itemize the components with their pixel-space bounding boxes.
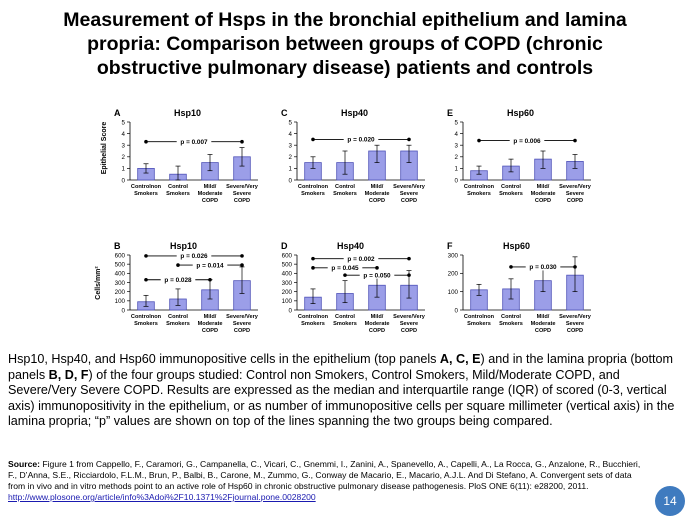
- x-category-label: COPD: [534, 198, 552, 204]
- comparison-end: [176, 263, 180, 267]
- y-tick-label: 1: [121, 165, 125, 173]
- y-tick-label: 300: [281, 279, 292, 287]
- y-tick-label: 200: [281, 288, 292, 296]
- x-category-label: Smokers: [467, 191, 491, 197]
- chart-title: Hsp10: [170, 241, 198, 251]
- y-tick-label: 200: [114, 288, 125, 296]
- y-tick-label: 600: [114, 252, 125, 260]
- x-category-label: Smokers: [134, 321, 158, 327]
- x-category-label: Control: [168, 184, 188, 190]
- y-tick-label: 100: [114, 298, 125, 306]
- comparison-end: [375, 266, 379, 270]
- y-tick-label: 2: [288, 154, 292, 162]
- y-tick-label: 0: [454, 307, 458, 315]
- x-category-label: COPD: [233, 198, 251, 204]
- comparison-end: [407, 273, 411, 277]
- comparison-end: [407, 138, 411, 142]
- y-tick-label: 4: [454, 130, 458, 138]
- x-category-label: Smokers: [301, 321, 325, 327]
- chart-title: Hsp60: [503, 241, 531, 251]
- x-category-label: Controlnon: [463, 184, 495, 190]
- y-tick-label: 200: [447, 270, 458, 278]
- chart-title: Hsp40: [337, 241, 365, 251]
- x-category-label: Severe: [399, 321, 419, 327]
- x-category-label: Severe/Very: [393, 184, 425, 190]
- comparison-end: [311, 257, 315, 261]
- p-value-label: p = 0.045: [331, 265, 359, 273]
- x-category-label: Smokers: [333, 191, 357, 197]
- chart-title: Hsp60: [507, 108, 535, 118]
- x-category-label: Controlnon: [297, 184, 329, 190]
- x-category-label: Severe: [399, 191, 419, 197]
- x-category-label: Controlnon: [297, 314, 329, 320]
- x-category-label: Smokers: [166, 321, 190, 327]
- source-text: Figure 1 from Cappello, F., Caramori, G., Campanella, C., Vicari, C., Gnemmi, I., Zanini, A., Spanevello, A., Capelli, A., La Rocca, G., Anzalone, R., Bucchieri, F., D’Anna, S.E., Ricciardolo, F.L.M., Brun, P., Balbi, B., Carone, M., Zummo, G., Conway de Macario, E., Macario, A.J.L. And Di Stefano, A. Convergent sets of data from in vivo and in vitro methods point to an active role of Hsp60 in chronic obstructive pulmonary disease pathogenesis. PloS ONE 6(11): e28200, 2011.: [8, 459, 641, 491]
- y-tick-label: 2: [121, 154, 125, 162]
- x-category-label: COPD: [400, 328, 418, 334]
- p-value-label: p = 0.030: [529, 264, 557, 272]
- x-category-label: Mild/: [536, 184, 550, 190]
- x-category-label: Control: [168, 314, 188, 320]
- x-category-label: Moderate: [530, 321, 556, 327]
- comparison-end: [240, 254, 244, 258]
- comparison-end: [509, 265, 513, 269]
- panel-letter: C: [281, 108, 288, 118]
- x-category-label: COPD: [566, 328, 584, 334]
- title-line: propria: Comparison between groups of COPD (chronic: [87, 33, 603, 55]
- y-tick-label: 3: [454, 142, 458, 150]
- x-category-label: COPD: [566, 198, 584, 204]
- comparison-end: [343, 273, 347, 277]
- p-value-label: p = 0.006: [513, 137, 541, 145]
- x-category-label: Controlnon: [130, 184, 162, 190]
- x-category-label: Severe: [232, 191, 252, 197]
- panel-letter: F: [447, 241, 453, 251]
- x-category-label: Moderate: [364, 321, 390, 327]
- y-tick-label: 0: [121, 177, 125, 185]
- x-category-label: Control: [335, 184, 355, 190]
- x-category-label: Mild/: [370, 184, 384, 190]
- p-value-label: p = 0.050: [363, 272, 391, 280]
- chart-title: Hsp10: [174, 108, 202, 118]
- caption-panels-bottom: B, D, F: [48, 367, 89, 382]
- x-category-label: Moderate: [530, 191, 556, 197]
- x-category-label: Severe: [565, 191, 585, 197]
- y-tick-label: 2: [454, 154, 458, 162]
- source-link[interactable]: http://www.plosone.org/article/info%3Adoi%2F10.1371%2Fjournal.pone.0028200: [8, 492, 316, 502]
- caption-text: ) and in the lamina propria (bottom panels: [8, 352, 674, 382]
- x-category-label: Moderate: [364, 191, 390, 197]
- title-line: obstructive pulmonary disease) patients and controls: [96, 57, 594, 79]
- caption-panels-top: A, C, E: [439, 352, 481, 366]
- y-tick-label: 1: [454, 165, 458, 173]
- x-category-label: Moderate: [197, 321, 223, 327]
- x-category-label: Severe/Very: [559, 314, 591, 320]
- slide-title: [10, 8, 680, 80]
- y-tick-label: 300: [447, 252, 458, 260]
- source-label: Source:: [8, 459, 40, 469]
- y-tick-label: 4: [288, 130, 292, 138]
- x-category-label: Smokers: [499, 191, 523, 197]
- comparison-end: [311, 266, 315, 270]
- y-tick-label: 500: [281, 261, 292, 269]
- p-value-label: p = 0.007: [180, 138, 208, 146]
- x-category-label: Control: [501, 314, 521, 320]
- y-tick-label: 100: [281, 298, 292, 306]
- y-tick-label: 400: [114, 270, 125, 278]
- x-category-label: Smokers: [301, 191, 325, 197]
- comparison-end: [240, 140, 244, 144]
- p-value-label: p = 0.026: [180, 253, 208, 261]
- x-category-label: Controlnon: [130, 314, 162, 320]
- x-category-label: Smokers: [134, 191, 158, 197]
- x-category-label: Control: [501, 184, 521, 190]
- x-category-label: Severe/Very: [393, 314, 425, 320]
- panel-letter: B: [114, 241, 121, 251]
- x-category-label: Mild/: [370, 314, 384, 320]
- p-value-label: p = 0.020: [347, 136, 375, 144]
- x-category-label: Severe/Very: [559, 184, 591, 190]
- p-value-label: p = 0.002: [347, 255, 375, 263]
- y-axis-label: Epithelial Score: [101, 121, 108, 175]
- y-tick-label: 0: [454, 177, 458, 185]
- y-tick-label: 100: [447, 288, 458, 296]
- x-category-label: COPD: [400, 198, 418, 204]
- x-category-label: COPD: [233, 328, 251, 334]
- y-tick-label: 0: [288, 307, 292, 315]
- y-axis-label: Cells/mm²: [95, 266, 102, 300]
- comparison-end: [144, 278, 148, 282]
- x-category-label: Controlnon: [463, 314, 495, 320]
- x-category-label: Severe/Very: [226, 184, 258, 190]
- caption-text: Hsp10, Hsp40, and Hsp60 immunopositive cells in the epithelium (top panels: [8, 352, 440, 366]
- p-value-label: p = 0.028: [164, 276, 192, 284]
- comparison-end: [144, 140, 148, 144]
- figure-caption: [8, 352, 684, 430]
- x-category-label: Severe: [565, 321, 585, 327]
- y-tick-label: 4: [121, 130, 125, 138]
- caption-text: ) of the four groups studied: Control non Smokers, Control Smokers, Mild/Moderate COPD, and Severe/Very Severe COPD. Results are expressed as the median and interquartile range (IQR) of scored (0-3, vertical axis) immunopositivity in the epithelium, or as number of immunopositive cells per square millimeter (vertical axis) in the lamina propria; “p” values are shown on top of the lines spanning the two groups being compared.: [8, 367, 675, 429]
- p-value-label: p = 0.014: [196, 262, 224, 270]
- y-tick-label: 3: [288, 142, 292, 150]
- x-category-label: COPD: [534, 328, 552, 334]
- panel-letter: A: [114, 108, 121, 118]
- comparison-end: [240, 263, 244, 267]
- y-tick-label: 400: [281, 270, 292, 278]
- y-tick-label: 300: [114, 279, 125, 287]
- chart-title: Hsp40: [341, 108, 369, 118]
- comparison-end: [477, 139, 481, 143]
- y-tick-label: 5: [454, 119, 458, 127]
- x-category-label: Mild/: [536, 314, 550, 320]
- panel-letter: D: [281, 241, 288, 251]
- x-category-label: Mild/: [203, 184, 217, 190]
- x-category-label: COPD: [201, 328, 219, 334]
- x-category-label: COPD: [368, 328, 386, 334]
- comparison-end: [573, 139, 577, 143]
- y-tick-label: 5: [121, 119, 125, 127]
- comparison-end: [573, 265, 577, 269]
- x-category-label: COPD: [368, 198, 386, 204]
- x-category-label: Mild/: [203, 314, 217, 320]
- y-tick-label: 500: [114, 261, 125, 269]
- source-citation: [8, 459, 648, 503]
- figure-panels: [0, 100, 690, 350]
- y-tick-label: 5: [288, 119, 292, 127]
- comparison-end: [144, 254, 148, 258]
- x-category-label: Severe/Very: [226, 314, 258, 320]
- y-tick-label: 600: [281, 252, 292, 260]
- comparison-end: [311, 138, 315, 142]
- x-category-label: Smokers: [333, 321, 357, 327]
- comparison-end: [208, 278, 212, 282]
- comparison-end: [407, 257, 411, 261]
- page-number-badge: 14: [655, 486, 685, 516]
- x-category-label: COPD: [201, 198, 219, 204]
- x-category-label: Smokers: [499, 321, 523, 327]
- y-tick-label: 3: [121, 142, 125, 150]
- y-tick-label: 1: [288, 165, 292, 173]
- x-category-label: Smokers: [166, 191, 190, 197]
- y-tick-label: 0: [288, 177, 292, 185]
- x-category-label: Severe: [232, 321, 252, 327]
- title-line: Measurement of Hsps in the bronchial epithelium and lamina: [63, 9, 627, 31]
- x-category-label: Control: [335, 314, 355, 320]
- x-category-label: Smokers: [467, 321, 491, 327]
- y-tick-label: 0: [121, 307, 125, 315]
- x-category-label: Moderate: [197, 191, 223, 197]
- panel-letter: E: [447, 108, 454, 118]
